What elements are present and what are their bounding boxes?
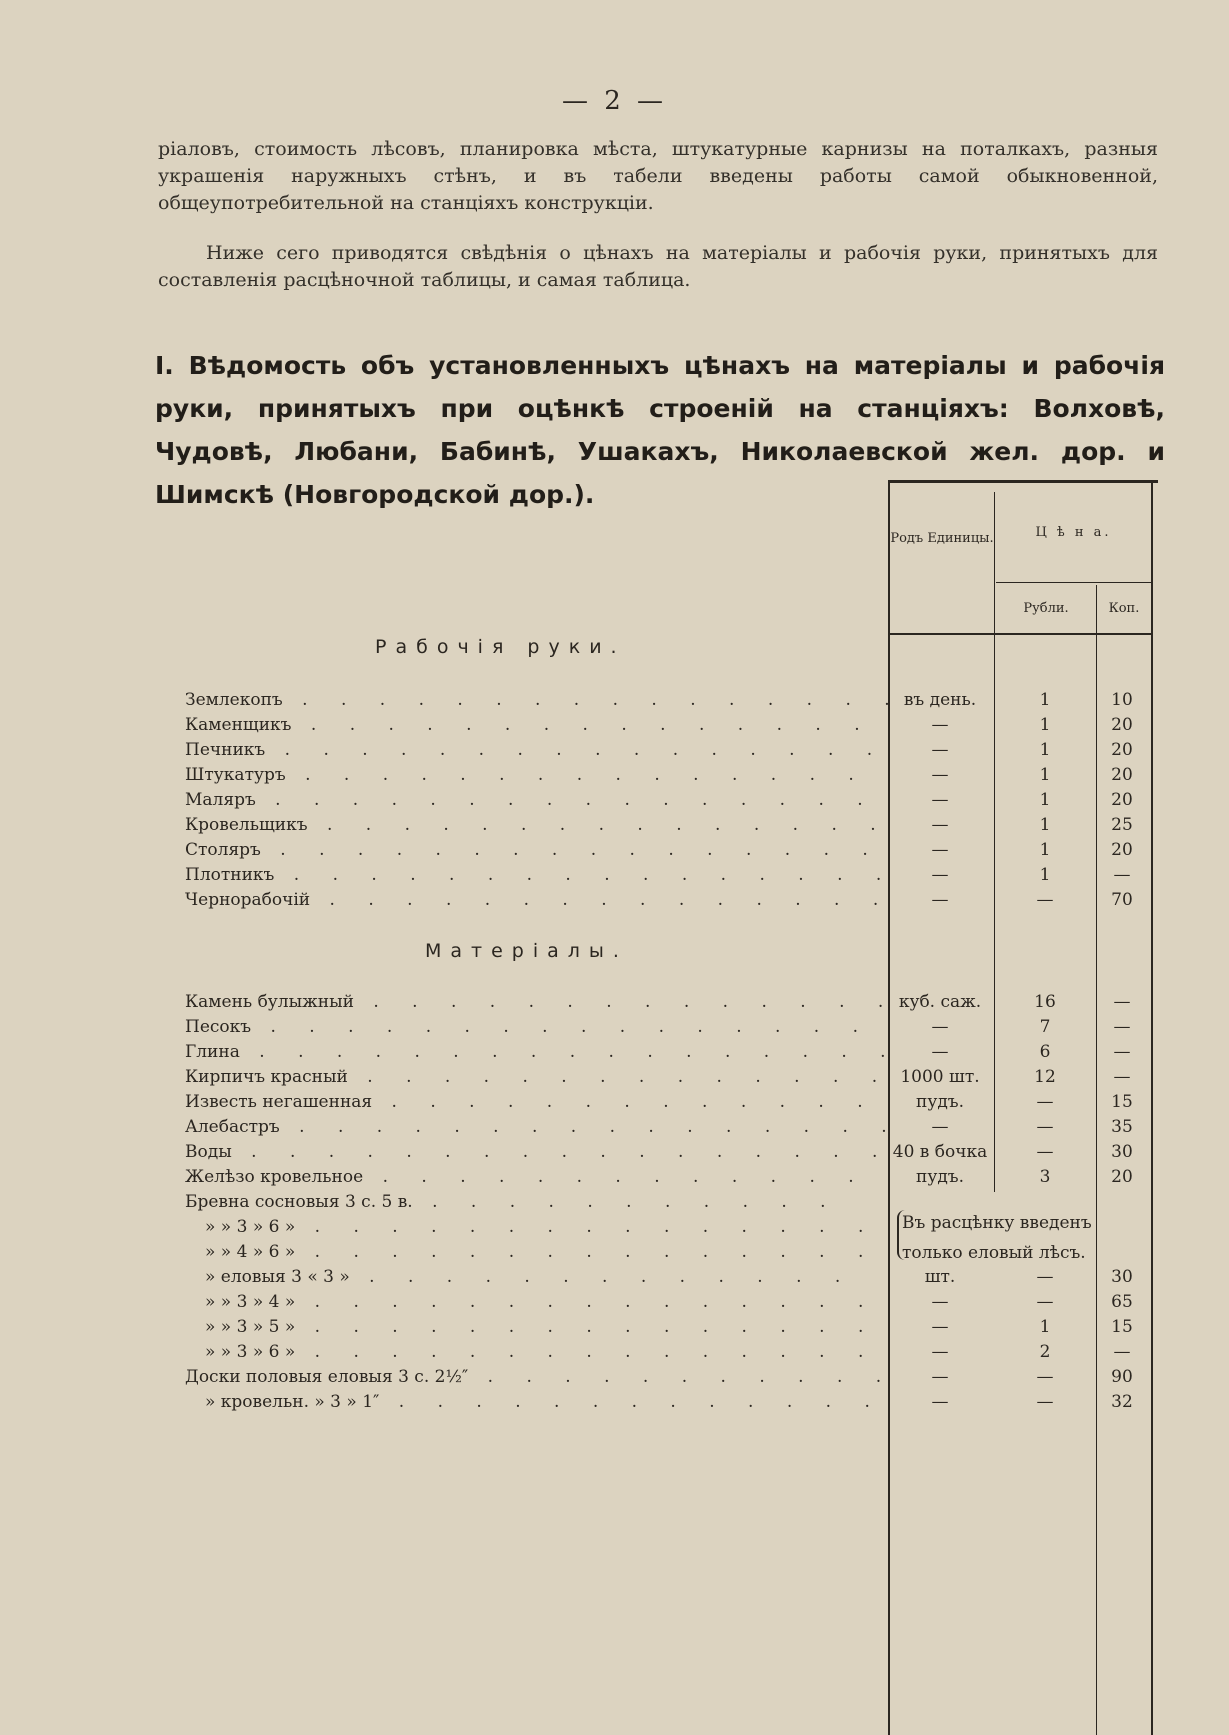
item-kopecks: 20	[1111, 740, 1133, 760]
labour-section-title: Рабочія руки.	[375, 636, 626, 658]
item-name: Каменщикъ . . .	[185, 713, 890, 738]
item-kopecks: 35	[1111, 1117, 1133, 1137]
item-kopecks: 20	[1111, 790, 1133, 810]
item-name: Землекопъ . . .	[185, 688, 890, 713]
intro-paragraph-2: Ниже сего приводятся свѣдѣнія о цѣнахъ на матеріалы и рабочія руки, принятыхъ для составленія расцѣночной таблицы, и самая таблица.	[158, 242, 1158, 291]
item-rubles: 6	[1039, 1042, 1051, 1062]
item-rubles: 12	[1034, 1067, 1056, 1087]
item-kopecks: 30	[1111, 1267, 1133, 1287]
item-name: » » 3 » 6 » . . .	[185, 1215, 865, 1240]
item-name: » » 3 » 5 » . . .	[185, 1315, 865, 1340]
item-name: » еловыя 3 « 3 » . . .	[185, 1265, 865, 1290]
item-name: Воды . . .	[185, 1140, 890, 1165]
item-kopecks: 65	[1111, 1292, 1133, 1312]
item-kopecks: —	[1113, 865, 1131, 885]
item-kopecks: —	[1113, 1042, 1131, 1062]
item-kopecks: 25	[1111, 815, 1133, 835]
item-name: Глина . . .	[185, 1040, 890, 1065]
item-rubles: 1	[1039, 715, 1051, 735]
item-name: Чернорабочій . . .	[185, 888, 890, 913]
item-kopecks: 32	[1111, 1392, 1133, 1412]
item-name: Маляръ . . .	[185, 788, 890, 813]
header-kopecks: Коп.	[1108, 601, 1140, 616]
item-unit: куб. саж.	[898, 992, 982, 1012]
intro-paragraph-1: ріаловъ, стоимость лѣсовъ, планировка мѣста, штукатурные карнизы на поталкахъ, разныя украшенія наружныхъ стѣнъ, и въ табели введены работы самой обыкновенной, общеупотребительной на станціяхъ конструкціи.	[158, 138, 1158, 214]
item-rubles: 1	[1039, 815, 1051, 835]
item-kopecks: —	[1113, 1017, 1131, 1037]
item-name: » » 3 » 6 » . . .	[185, 1340, 865, 1365]
item-name: Бревна сосновыя 3 с. 5 в. . . .	[185, 1190, 845, 1215]
materials-section-title: Матеріалы.	[425, 940, 628, 962]
item-rubles: —	[1036, 890, 1054, 910]
table-right-rule	[1151, 480, 1153, 1735]
item-unit: —	[931, 1117, 949, 1137]
item-kopecks: 70	[1111, 890, 1133, 910]
page-number: — 2 —	[561, 86, 668, 116]
item-name: Песокъ . . .	[185, 1015, 890, 1040]
item-unit: въ день.	[903, 690, 977, 710]
item-unit: пудъ.	[915, 1092, 965, 1112]
item-unit: шт.	[924, 1267, 956, 1287]
item-rubles: —	[1036, 1292, 1054, 1312]
item-unit: —	[931, 1367, 949, 1387]
item-unit: —	[931, 1392, 949, 1412]
item-rubles: —	[1036, 1267, 1054, 1287]
item-rubles: 1	[1039, 765, 1051, 785]
item-rubles: —	[1036, 1367, 1054, 1387]
item-name: Желѣзо кровельное . . .	[185, 1165, 890, 1190]
item-rubles: 1	[1039, 840, 1051, 860]
item-kopecks: —	[1113, 1342, 1131, 1362]
table-top-rule	[888, 480, 1158, 483]
item-kopecks: 30	[1111, 1142, 1133, 1162]
item-unit: —	[931, 765, 949, 785]
item-unit: —	[931, 1017, 949, 1037]
item-unit: 40 в бочка	[892, 1142, 988, 1162]
item-rubles: 1	[1039, 690, 1051, 710]
item-name: » кровельн. » 3 » 1″ . . .	[185, 1390, 890, 1415]
item-kopecks: 20	[1111, 715, 1133, 735]
item-kopecks: 10	[1111, 690, 1133, 710]
item-name: Камень булыжный . . .	[185, 990, 890, 1015]
header-price: Ц ѣ н а.	[1035, 525, 1112, 540]
item-rubles: —	[1036, 1142, 1054, 1162]
item-kopecks: 15	[1111, 1317, 1133, 1337]
item-rubles: 3	[1039, 1167, 1051, 1187]
item-name: Доски половыя еловыя 3 с. 2½″ . . .	[185, 1365, 890, 1390]
item-unit: —	[931, 715, 949, 735]
item-rubles: 1	[1039, 740, 1051, 760]
statement-heading: I. Вѣдомость объ установленныхъ цѣнахъ на матеріалы и рабочія руки, принятыхъ при оцѣнкѣ строеній на станціяхъ: Волховѣ, Чудовѣ, Любани, Бабинѣ, Ушакахъ, Николаевской жел. дор. и Шимскѣ (Новгородской дор.).	[155, 351, 1165, 509]
item-rubles: —	[1036, 1392, 1054, 1412]
item-unit: —	[931, 1292, 949, 1312]
item-rubles: 1	[1039, 790, 1051, 810]
item-unit: —	[931, 740, 949, 760]
item-unit: пудъ.	[915, 1167, 965, 1187]
table-header-rule	[888, 633, 1153, 635]
header-unit: Родъ Единицы.	[890, 531, 994, 546]
item-unit: —	[931, 890, 949, 910]
item-kopecks: 15	[1111, 1092, 1133, 1112]
table-price-rule	[996, 582, 1152, 583]
item-name: Плотникъ . . .	[185, 863, 890, 888]
item-kopecks: 20	[1111, 1167, 1133, 1187]
item-rubles: 7	[1039, 1017, 1051, 1037]
item-rubles: 2	[1039, 1342, 1051, 1362]
item-name: Штукатуръ . . .	[185, 763, 890, 788]
item-unit: —	[931, 790, 949, 810]
item-kopecks: —	[1113, 992, 1131, 1012]
item-unit: —	[931, 1317, 949, 1337]
item-kopecks: 90	[1111, 1367, 1133, 1387]
item-rubles: 1	[1039, 865, 1051, 885]
item-name: Столяръ . . .	[185, 838, 890, 863]
item-name: Кирпичъ красный . . .	[185, 1065, 890, 1090]
item-unit: 1000 шт.	[900, 1067, 980, 1087]
item-unit: —	[931, 840, 949, 860]
pricing-note: Въ расцѣнку введенъ только еловый лѣсъ.	[902, 1213, 1092, 1263]
item-unit: —	[931, 865, 949, 885]
item-rubles: —	[1036, 1092, 1054, 1112]
item-name: Алебастръ . . .	[185, 1115, 890, 1140]
item-unit: —	[931, 1342, 949, 1362]
item-name: Печникъ . . .	[185, 738, 890, 763]
item-name: Кровельщикъ . . .	[185, 813, 890, 838]
item-kopecks: 20	[1111, 765, 1133, 785]
item-name: Известь негашенная . . .	[185, 1090, 890, 1115]
item-name: » » 4 » 6 » . . .	[185, 1240, 865, 1265]
item-unit: —	[931, 815, 949, 835]
header-rubles: Рубли.	[1023, 601, 1069, 616]
item-rubles: 16	[1034, 992, 1056, 1012]
item-rubles: 1	[1039, 1317, 1051, 1337]
item-kopecks: —	[1113, 1067, 1131, 1087]
item-unit: —	[931, 1042, 949, 1062]
item-rubles: —	[1036, 1117, 1054, 1137]
item-kopecks: 20	[1111, 840, 1133, 860]
item-name: » » 3 » 4 » . . .	[185, 1290, 865, 1315]
